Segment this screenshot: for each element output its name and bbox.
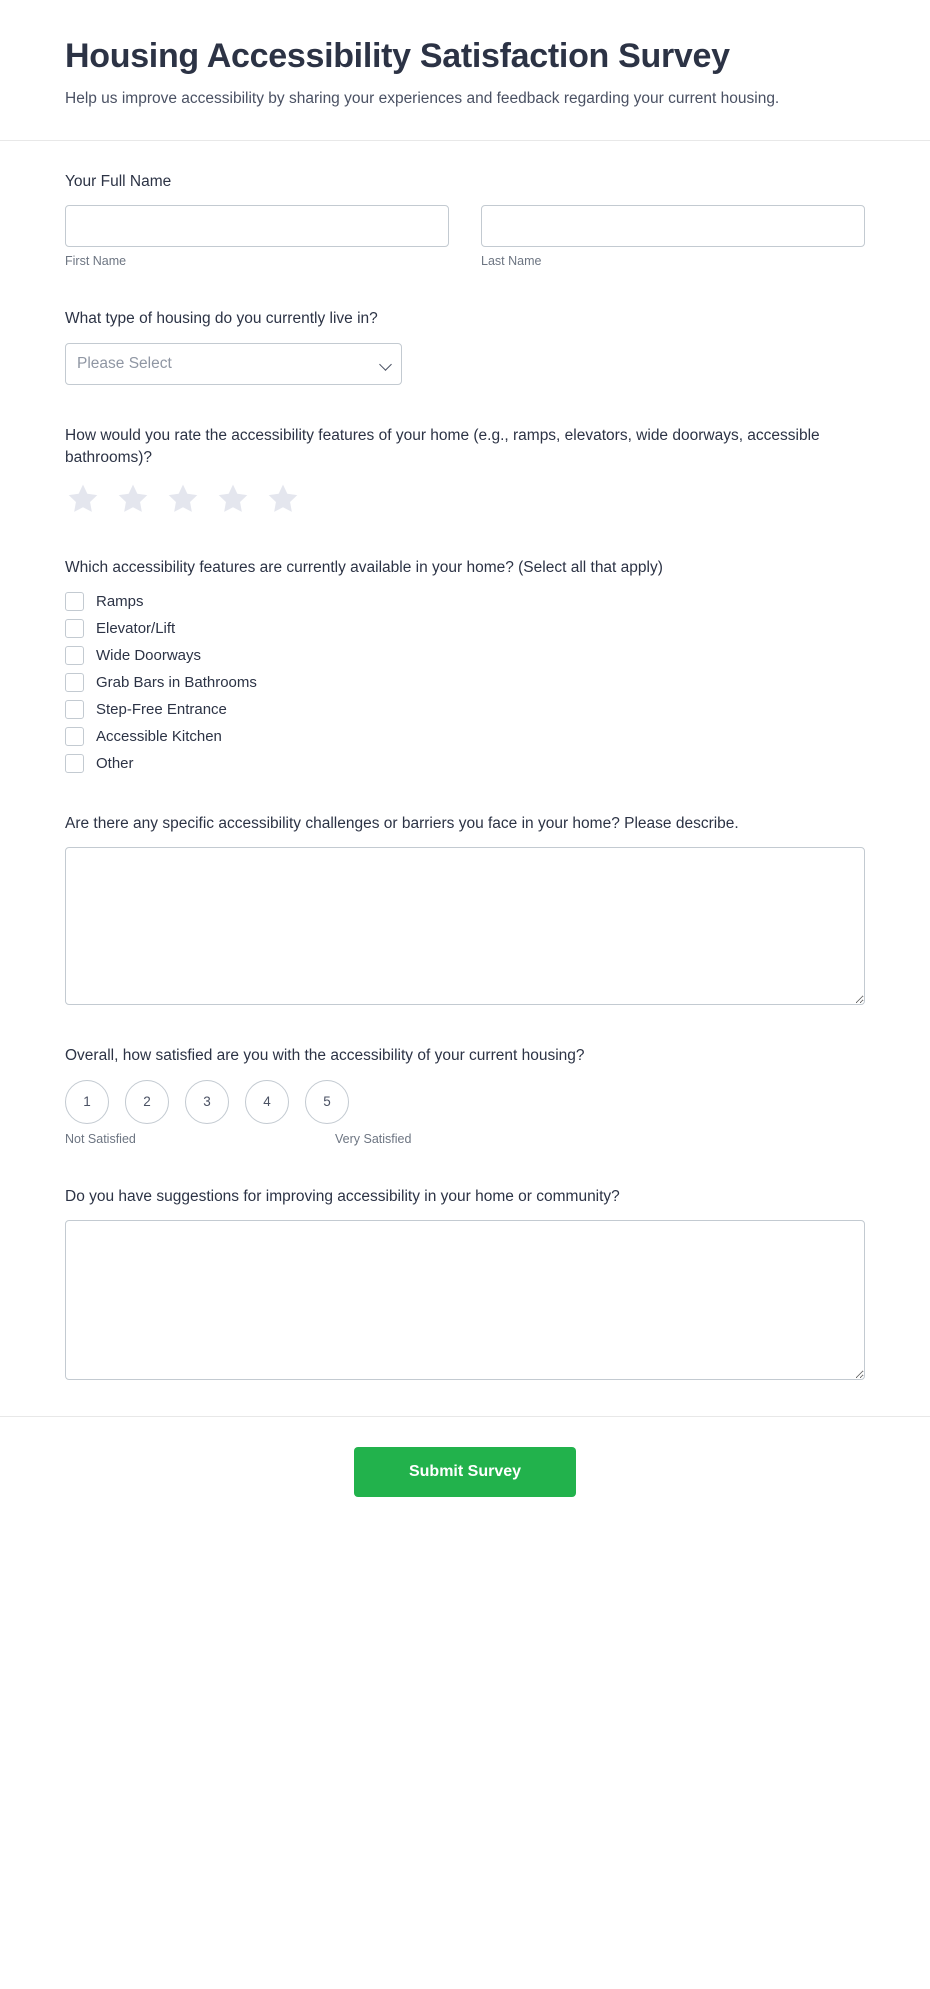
- available-features-list: [65, 592, 865, 773]
- form-header: [0, 0, 930, 141]
- question-full-name: [65, 171, 865, 268]
- housing-type-select[interactable]: [65, 343, 402, 385]
- scale-option-5[interactable]: 5: [305, 1080, 349, 1124]
- page-title: Housing Accessibility Satisfaction Survey: [65, 37, 730, 75]
- question-housing-type: [65, 308, 865, 384]
- checkbox-row[interactable]: [65, 592, 865, 611]
- star-icon-3[interactable]: [165, 481, 201, 517]
- question-available-features: [65, 557, 865, 772]
- checkbox-step-free-entrance[interactable]: [65, 700, 84, 719]
- form-body: [0, 141, 930, 1417]
- last-name-col: [481, 205, 865, 268]
- first-name-col: [65, 205, 449, 268]
- checkbox-row[interactable]: [65, 754, 865, 773]
- star-icon-1[interactable]: [65, 481, 101, 517]
- checkbox-label: Step-Free Entrance: [96, 700, 227, 718]
- available-features-label: Which accessibility features are currently available in your home? (Select all that apply): [65, 559, 663, 577]
- satisfaction-label: Overall, how satisfied are you with the accessibility of your current housing?: [65, 1047, 585, 1065]
- scale-option-2[interactable]: 2: [125, 1080, 169, 1124]
- checkbox-wide-doorways[interactable]: [65, 646, 84, 665]
- checkbox-ramps[interactable]: [65, 592, 84, 611]
- checkbox-label: Wide Doorways: [96, 646, 202, 664]
- checkbox-grab-bars[interactable]: [65, 673, 84, 692]
- star-icon-5[interactable]: [265, 481, 301, 517]
- full-name-label: Your Full Name: [65, 172, 172, 190]
- checkbox-label: Other: [96, 754, 134, 772]
- star-icon-2[interactable]: [115, 481, 151, 517]
- suggestions-label: Do you have suggestions for improving accessibility in your home or community?: [65, 1187, 620, 1205]
- star-rating[interactable]: [65, 481, 865, 517]
- challenges-label: Are there any specific accessibility challenges or barriers you face in your home? Please describe.: [65, 814, 739, 832]
- scale-option-4[interactable]: 4: [245, 1080, 289, 1124]
- question-challenges: [65, 813, 865, 1005]
- checkbox-accessible-kitchen[interactable]: [65, 727, 84, 746]
- first-name-sublabel: First Name: [65, 254, 127, 269]
- checkbox-other[interactable]: [65, 754, 84, 773]
- checkbox-label: Ramps: [96, 592, 144, 610]
- checkbox-row[interactable]: [65, 727, 865, 746]
- form-footer: [0, 1416, 930, 1537]
- name-row: [65, 205, 865, 268]
- satisfaction-scale: [65, 1080, 865, 1124]
- challenges-textarea[interactable]: [65, 847, 865, 1005]
- checkbox-label: Elevator/Lift: [96, 619, 176, 637]
- question-satisfaction: [65, 1045, 865, 1145]
- scale-legend: [65, 1132, 865, 1146]
- checkbox-label: Accessible Kitchen: [96, 727, 222, 745]
- last-name-sublabel: Last Name: [481, 254, 542, 269]
- scale-low-label: Not Satisfied: [65, 1131, 136, 1146]
- last-name-input[interactable]: [481, 205, 865, 247]
- page-subtitle: Help us improve accessibility by sharing your experiences and feedback regarding your current housing.: [65, 89, 780, 107]
- suggestions-textarea[interactable]: [65, 1220, 865, 1380]
- housing-type-label: What type of housing do you currently live in?: [65, 310, 378, 328]
- scale-option-3[interactable]: 3: [185, 1080, 229, 1124]
- scale-high-label: Very Satisfied: [335, 1131, 412, 1146]
- scale-option-1[interactable]: 1: [65, 1080, 109, 1124]
- accessibility-rating-label: How would you rate the accessibility features of your home (e.g., ramps, elevators, wide doorways, accessible bathrooms)?: [65, 426, 820, 466]
- housing-type-select-wrap: [65, 343, 402, 385]
- checkbox-row[interactable]: [65, 673, 865, 692]
- first-name-input[interactable]: [65, 205, 449, 247]
- checkbox-row[interactable]: [65, 619, 865, 638]
- submit-survey-button[interactable]: Submit Survey: [354, 1447, 576, 1497]
- checkbox-label: Grab Bars in Bathrooms: [96, 673, 257, 691]
- checkbox-elevator-lift[interactable]: [65, 619, 84, 638]
- question-suggestions: [65, 1186, 865, 1380]
- question-accessibility-rating: [65, 425, 865, 518]
- checkbox-row[interactable]: [65, 700, 865, 719]
- star-icon-4[interactable]: [215, 481, 251, 517]
- checkbox-row[interactable]: [65, 646, 865, 665]
